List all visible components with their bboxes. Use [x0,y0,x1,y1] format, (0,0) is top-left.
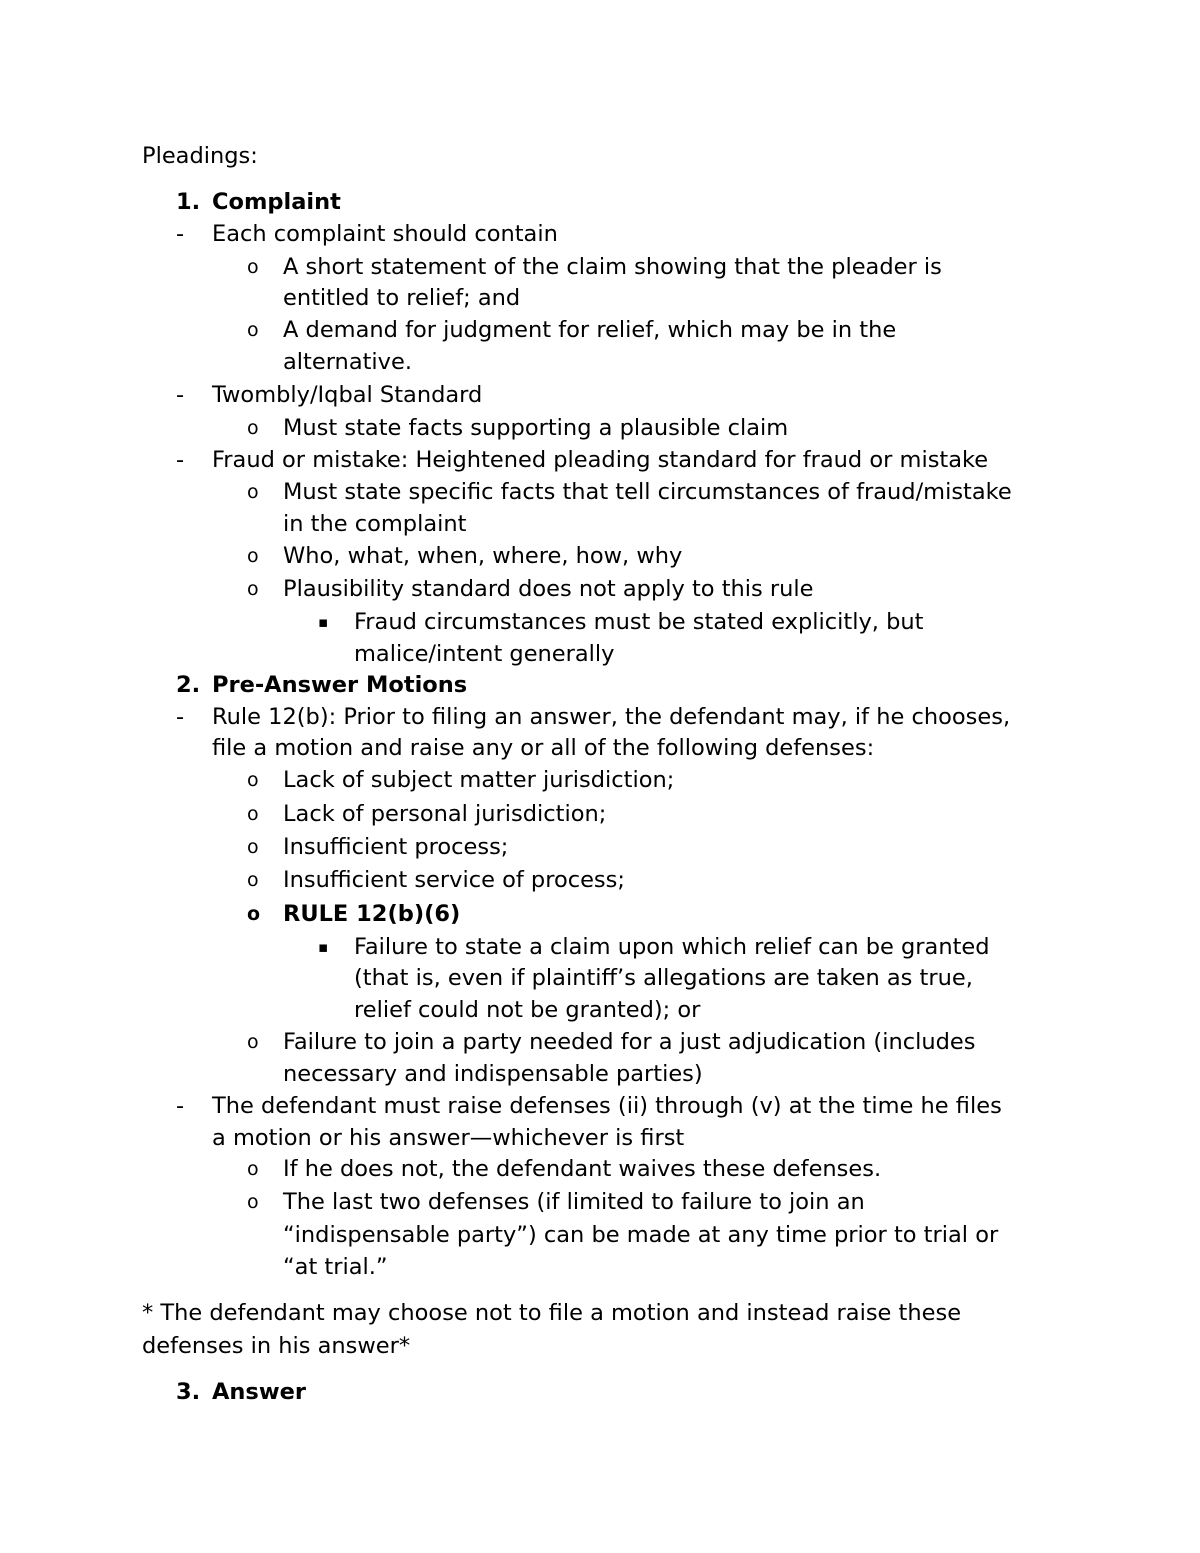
list-item-text: necessary and indispensable parties) [283,1061,703,1087]
list-item-text: Failure to join a party needed for a just adjudication (includes [283,1029,976,1055]
list-item-text: “indispensable party”) can be made at any time prior to trial or [283,1222,999,1248]
section-2-heading: Pre-Answer Motions [212,672,468,698]
list-item-text: file a motion and raise any or all of the following defenses: [212,735,875,761]
list-item-text: alternative. [283,349,412,375]
dash-bullet: - [176,382,185,408]
circle-bullet: o [247,1031,259,1053]
square-bullet: ▪ [318,938,329,956]
list-item-text: Twombly/Iqbal Standard [212,382,483,408]
note-text: * The defendant may choose not to file a motion and instead raise these [142,1300,962,1326]
dash-bullet: - [176,447,185,473]
list-item-text: Who, what, when, where, how, why [283,543,683,569]
circle-bullet: o [247,869,259,891]
list-item-text: Lack of personal jurisdiction; [283,801,607,827]
section-3-heading: Answer [212,1379,306,1405]
section-1-number: 1. [176,189,201,215]
list-item-text: Must state facts supporting a plausible claim [283,415,789,441]
section-1-heading: Complaint [212,189,341,215]
section-3-number: 3. [176,1379,201,1405]
circle-bullet: o [247,319,259,341]
circle-bullet: o [247,256,259,278]
list-item-text: A short statement of the claim showing that the pleader is [283,254,942,280]
list-item-text: malice/intent generally [354,641,615,667]
list-item-text: If he does not, the defendant waives these defenses. [283,1156,882,1182]
list-item-text: Failure to state a claim upon which relief can be granted [354,934,990,960]
list-item-text: Plausibility standard does not apply to this rule [283,576,814,602]
circle-bullet: o [247,803,259,825]
list-item-text: Fraud or mistake: Heightened pleading standard for fraud or mistake [212,447,989,473]
note-text: defenses in his answer* [142,1333,411,1359]
list-item-text: The defendant must raise defenses (ii) through (v) at the time he files [212,1093,1002,1119]
list-item-text: The last two defenses (if limited to failure to join an [283,1189,865,1215]
section-2-number: 2. [176,672,201,698]
circle-bullet: o [247,903,261,925]
circle-bullet: o [247,578,259,600]
list-item-text: A demand for judgment for relief, which may be in the [283,317,897,343]
list-item-text: Insufficient process; [283,834,509,860]
list-item-text: Insufficient service of process; [283,867,625,893]
circle-bullet: o [247,417,259,439]
dash-bullet: - [176,704,185,730]
circle-bullet: o [247,1158,259,1180]
page-title: Pleadings: [142,143,258,169]
list-item-text: Rule 12(b): Prior to filing an answer, the defendant may, if he chooses, [212,704,1011,730]
list-item-text: “at trial.” [283,1254,388,1280]
list-item-text: Must state specific facts that tell circumstances of fraud/mistake [283,479,1012,505]
dash-bullet: - [176,221,185,247]
circle-bullet: o [247,481,259,503]
list-item-text: (that is, even if plaintiff’s allegations are taken as true, [354,965,973,991]
list-item-text: Lack of subject matter jurisdiction; [283,767,675,793]
list-item-text: in the complaint [283,511,467,537]
circle-bullet: o [247,836,259,858]
rule-12b6-heading: RULE 12(b)(6) [283,901,461,927]
dash-bullet: - [176,1093,185,1119]
circle-bullet: o [247,1191,259,1213]
list-item-text: Fraud circumstances must be stated explicitly, but [354,609,924,635]
complaint-contents-text: Each complaint should contain [212,221,558,247]
list-item-text: relief could not be granted); or [354,997,701,1023]
circle-bullet: o [247,545,259,567]
list-item-text: a motion or his answer—whichever is first [212,1125,685,1151]
circle-bullet: o [247,769,259,791]
square-bullet: ▪ [318,613,329,631]
list-item-text: entitled to relief; and [283,285,521,311]
